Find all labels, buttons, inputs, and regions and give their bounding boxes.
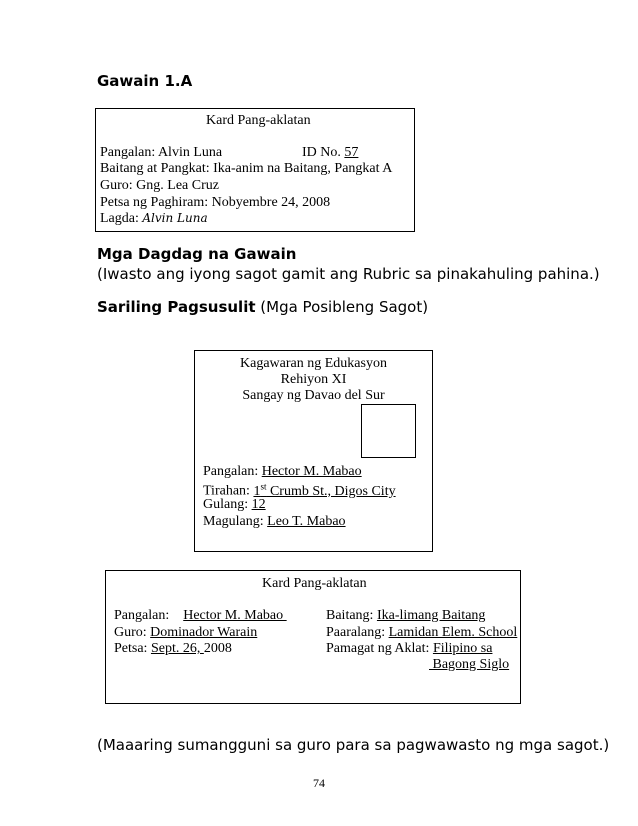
id-card-line2: Rehiyon XI: [280, 372, 347, 387]
lc-school-label: Paaralang:: [326, 625, 389, 640]
dagdag-instruction: (Iwasto ang iyong sagot gamit ang Rubric sa pinakahuling pahina.): [97, 265, 600, 283]
library-card-2: [105, 570, 521, 704]
lc-date-row: [114, 641, 232, 657]
id-parent-value: Leo T. Mabao: [267, 514, 346, 529]
id-parent-row: [203, 514, 346, 530]
library-card-1: [95, 108, 415, 232]
card-grade: Baitang at Pangkat: Ika-anim na Baitang, Pangkat A: [100, 161, 393, 176]
id-name-row: [203, 464, 362, 480]
lc-book-value-2: Bagong Siglo: [429, 657, 510, 672]
card-teacher: Guro: Gng. Lea Cruz: [100, 178, 219, 193]
sariling-bold: Sariling Pagsusulit: [97, 298, 256, 316]
lc-name-row: [114, 608, 287, 624]
photo-placeholder: [361, 404, 416, 458]
lc-book-label: Pamagat ng Aklat:: [326, 641, 433, 656]
card-id-row: [302, 145, 358, 161]
name-label: Pangalan:: [100, 145, 158, 160]
id-name-value: Hector M. Mabao: [261, 464, 362, 479]
card-title: Kard Pang-aklatan: [206, 113, 311, 128]
section-heading-gawain: Gawain 1.A: [97, 72, 193, 90]
page-number: 74: [313, 776, 325, 790]
address-suffix: st: [260, 481, 267, 491]
lc-teacher-label: Guro:: [114, 625, 151, 640]
id-card: [194, 350, 433, 552]
library-card-title: Kard Pang-aklatan: [262, 576, 367, 591]
card-name-row: [100, 145, 222, 161]
lc-grade-row: [326, 608, 485, 624]
lc-teacher-value: Dominador Warain: [150, 625, 258, 640]
card-borrow-date: Petsa ng Paghiram: Nobyembre 24, 2008: [100, 195, 331, 210]
address-number: 1: [253, 483, 261, 499]
signature-label: Lagda:: [100, 211, 143, 226]
id-parent-label: Magulang:: [203, 514, 268, 529]
footer-note: (Maaaring sumangguni sa guro para sa pagwawasto ng mga sagot.): [97, 736, 610, 754]
sariling-rest: (Mga Posibleng Sagot): [255, 298, 429, 316]
lc-school-row: [326, 625, 517, 641]
id-label: ID No.: [302, 145, 345, 160]
lc-school-value: Lamidan Elem. School: [388, 625, 518, 640]
lc-book-value-1: Filipino sa: [432, 641, 493, 656]
lc-grade-value: Ika-limang Baitang: [376, 608, 486, 623]
id-address-value: [253, 481, 396, 499]
id-card-line1: Kagawaran ng Edukasyon: [240, 356, 387, 371]
lc-name-label: Pangalan:: [114, 608, 184, 623]
lc-book-row-2: [429, 657, 509, 673]
address-street: Crumb St., Digos City: [266, 483, 396, 499]
id-address-label: Tirahan:: [203, 483, 254, 499]
id-age-row: [203, 497, 266, 513]
lc-book-row: [326, 641, 492, 657]
card-signature-row: [100, 211, 208, 227]
section-heading-dagdag: Mga Dagdag na Gawain: [97, 245, 297, 263]
id-name-label: Pangalan:: [203, 464, 262, 479]
id-card-line3: Sangay ng Davao del Sur: [242, 388, 385, 403]
lc-name-value: Hector M. Mabao: [183, 608, 287, 623]
lc-date-value: Sept. 26,: [150, 641, 204, 656]
id-age-label: Gulang:: [203, 497, 252, 512]
name-value: Alvin Luna: [157, 145, 223, 160]
signature: Alvin Luna: [142, 211, 208, 225]
lc-date-year: 2008: [203, 641, 232, 656]
lc-teacher-row: [114, 625, 257, 641]
lc-date-label: Petsa:: [114, 641, 151, 656]
lc-grade-label: Baitang:: [326, 608, 377, 623]
id-value: 57: [344, 145, 359, 160]
section-heading-sariling: [97, 298, 428, 316]
id-age-value: 12: [251, 497, 266, 512]
